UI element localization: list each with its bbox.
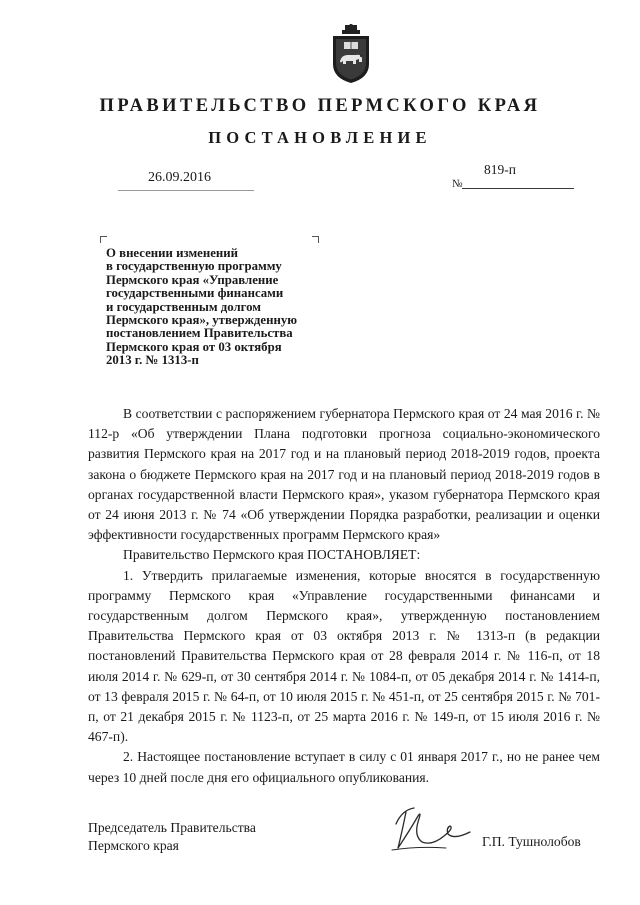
document-type: ПОСТАНОВЛЕНИЕ bbox=[208, 128, 432, 147]
number-underline bbox=[462, 188, 574, 189]
subject-line: Пермского края от 03 октября bbox=[106, 339, 282, 354]
signer-position bbox=[88, 819, 256, 855]
perm-krai-coat-of-arms-icon bbox=[331, 24, 371, 84]
subject-line: в государственную программу bbox=[106, 259, 282, 274]
number-sign: № bbox=[452, 178, 463, 190]
decree-body bbox=[88, 404, 600, 788]
subject-corner-left bbox=[100, 236, 107, 243]
body-paragraph-item-1: 1. Утвердить прилагаемые изменения, которые вносятся в государственную программу Пермского края «Управление государственными финансами и государственным долгом Пермского края», утвержденную постановлением Правительства Пермского края от 03 октября 2013 г. № 1313-п (в редакции постановлений Правительства Пермского края от 28 февраля 2014 г. № 116-п, от 18 июля 2014 г. № 629-п, от 30 сентября 2014 г. № 1084-п, от 05 декабря 2014 г. № 1414-п, от 13 февраля 2015 г. № 64-п, от 10 июля 2015 г. № 451-п, от 25 сентября 2015 г. № 701-п, от 21 декабря 2015 г. № 1123-п, от 25 марта 2016 г. № 149-п, от 15 июля 2016 г. № 467-п). bbox=[88, 567, 600, 745]
date-underline bbox=[118, 190, 254, 191]
subject-line: 2013 г. № 1313-п bbox=[106, 353, 199, 368]
body-paragraph-resolves: Правительство Пермского края ПОСТАНОВЛЯЕТ: bbox=[123, 547, 421, 563]
handwritten-signature-icon bbox=[388, 802, 472, 854]
body-paragraph-preamble: В соответствии с распоряжением губернатора Пермского края от 24 мая 2016 г. № 112-р «Об утверждении Плана подготовки прогноза социально-экономического развития Пермского края на 2017 год и на плановый период 2018-2019 годов, проекта закона о бюджете Пермского края на 2017 год и на плановый период 2018-2019 годов в органах государственной власти Пермского края», указом губернатора Пермского края от 24 июня 2013 г. № 74 «Об утверждении Порядка разработки, реализации и оценки эффективности государственных программ Пермского края» bbox=[88, 406, 600, 543]
signer-position-line: Председатель Правительства bbox=[88, 820, 256, 835]
subject-line: и государственным долгом bbox=[106, 299, 262, 314]
subject-line: постановлением Правительства bbox=[106, 326, 293, 341]
signer-name: Г.П. Тушнолобов bbox=[482, 834, 581, 849]
decree-subject bbox=[106, 247, 356, 368]
signer-position-line: Пермского края bbox=[88, 838, 179, 853]
subject-line: Пермского края «Управление bbox=[106, 272, 279, 287]
subject-line: Пермского края», утвержденную bbox=[106, 313, 298, 328]
decree-date: 26.09.2016 bbox=[148, 170, 211, 185]
subject-line: государственными финансами bbox=[106, 286, 284, 301]
subject-line: О внесении изменений bbox=[106, 246, 239, 260]
subject-corner-right bbox=[312, 236, 319, 243]
decree-number: 819-п bbox=[484, 162, 516, 177]
government-title: ПРАВИТЕЛЬСТВО ПЕРМСКОГО КРАЯ bbox=[99, 96, 541, 116]
body-paragraph-item-2: 2. Настоящее постановление вступает в силу с 01 января 2017 г., но не ранее чем через 10 дней после дня его официального опубликования. bbox=[88, 749, 600, 785]
